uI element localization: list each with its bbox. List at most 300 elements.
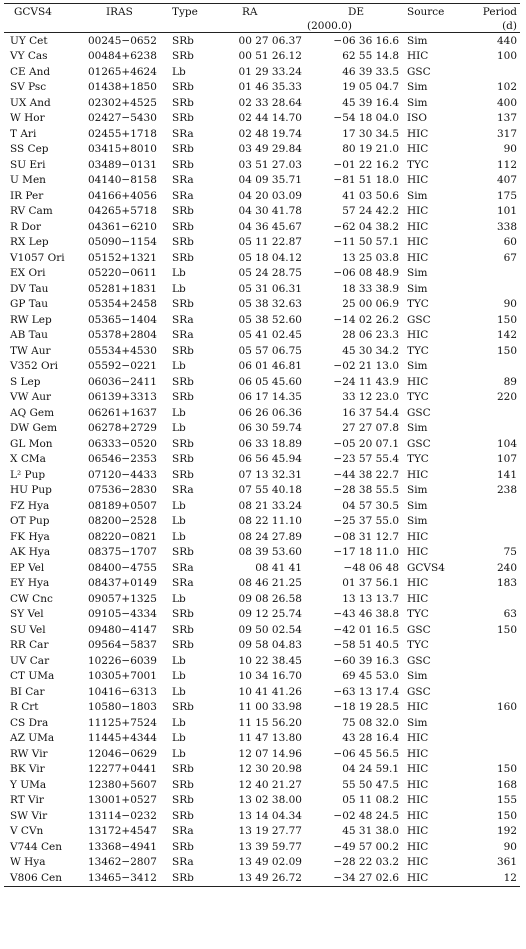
cell-source: GCVS4 — [407, 561, 445, 574]
cell-source: Sim — [407, 670, 428, 683]
cell-ra: 10 41 41.26 — [238, 685, 302, 698]
cell-period: 168 — [496, 778, 517, 791]
table-row — [4, 188, 520, 204]
cell-source: Sim — [407, 189, 428, 202]
cell-source: TYC — [407, 298, 429, 311]
cell-period: 175 — [496, 189, 517, 202]
cell-type: SRb — [172, 158, 194, 171]
cell-type: Lb — [172, 654, 186, 667]
cell-ra: 04 09 35.71 — [238, 174, 302, 187]
cell-source: Sim — [407, 81, 428, 94]
cell-gcvs: AQ Gem — [10, 406, 55, 419]
col-source-header: Source — [407, 5, 445, 18]
cell-gcvs: EY Hya — [10, 577, 50, 590]
cell-type: Lb — [172, 592, 186, 605]
cell-period: 104 — [496, 437, 517, 450]
table-row — [4, 111, 520, 127]
cell-ra: 03 49 29.84 — [238, 143, 302, 156]
cell-period: 67 — [503, 251, 517, 264]
cell-source: HIC — [407, 329, 429, 342]
cell-type: SRb — [172, 639, 194, 652]
table-row — [4, 235, 520, 251]
table-row — [4, 669, 520, 685]
cell-iras: 01438+1850 — [88, 81, 157, 94]
cell-iras: 11125+7524 — [88, 716, 157, 729]
cell-ra: 05 18 04.12 — [238, 251, 302, 264]
cell-de: −49 57 00.2 — [333, 840, 399, 853]
cell-de: −06 08 48.9 — [333, 267, 399, 280]
cell-de: −02 21 13.0 — [333, 360, 399, 373]
cell-ra: 03 51 27.03 — [238, 158, 302, 171]
cell-gcvs: UX And — [10, 96, 51, 109]
table-row — [4, 498, 520, 514]
table-row — [4, 95, 520, 111]
cell-gcvs: AB Tau — [10, 329, 48, 342]
cell-period: 101 — [496, 205, 517, 218]
cell-iras: 04166+4056 — [88, 189, 157, 202]
cell-source: HIC — [407, 732, 429, 745]
cell-ra: 04 20 03.09 — [238, 189, 302, 202]
cell-source: HIC — [407, 592, 429, 605]
cell-gcvs: SS Cep — [10, 143, 49, 156]
cell-period: 150 — [496, 313, 517, 326]
cell-period: 220 — [496, 391, 517, 404]
table-row — [4, 359, 520, 375]
cell-type: SRb — [172, 112, 194, 125]
cell-iras: 10580−1803 — [88, 701, 157, 714]
cell-ra: 08 46 21.25 — [238, 577, 302, 590]
cell-gcvs: CW Cnc — [10, 592, 53, 605]
cell-iras: 13462−2807 — [88, 856, 157, 869]
cell-de: −34 27 02.6 — [333, 871, 399, 884]
cell-iras: 05152+1321 — [88, 251, 157, 264]
cell-gcvs: V CVn — [10, 825, 44, 838]
cell-iras: 06036−2411 — [88, 375, 157, 388]
table-row — [4, 839, 520, 855]
cell-iras: 05378+2804 — [88, 329, 157, 342]
cell-gcvs: R Dor — [10, 220, 42, 233]
table-row — [4, 173, 520, 189]
cell-iras: 10416−6313 — [88, 685, 157, 698]
cell-iras: 12380+5607 — [88, 778, 157, 791]
cell-source: Sim — [407, 96, 428, 109]
cell-source: HIC — [407, 127, 429, 140]
cell-iras: 12046−0629 — [88, 747, 157, 760]
cell-type: Lb — [172, 685, 186, 698]
cell-period: 63 — [503, 608, 517, 621]
cell-de: −63 13 17.4 — [333, 685, 399, 698]
table-row — [4, 483, 520, 499]
table-row — [4, 266, 520, 282]
cell-ra: 05 38 32.63 — [238, 298, 302, 311]
cell-type: SRa — [172, 127, 194, 140]
cell-ra: 11 00 33.98 — [238, 701, 302, 714]
cell-type: Lb — [172, 530, 186, 543]
table-row — [4, 452, 520, 468]
cell-ra: 04 36 45.67 — [238, 220, 302, 233]
cell-de: −14 02 26.2 — [333, 313, 399, 326]
cell-type: SRb — [172, 546, 194, 559]
cell-type: SRb — [172, 809, 194, 822]
cell-type: SRb — [172, 344, 194, 357]
cell-iras: 05365−1404 — [88, 313, 157, 326]
table-row — [4, 343, 520, 359]
cell-de: −18 19 28.5 — [333, 701, 399, 714]
cell-de: 80 19 21.0 — [342, 143, 399, 156]
cell-period: 150 — [496, 344, 517, 357]
cell-iras: 02302+4525 — [88, 96, 157, 109]
table-row — [4, 33, 520, 49]
cell-de: 33 12 23.0 — [342, 391, 399, 404]
cell-period: 240 — [496, 561, 517, 574]
cell-ra: 05 31 06.31 — [238, 282, 302, 295]
table-row — [4, 870, 520, 886]
cell-ra: 09 58 04.83 — [238, 639, 302, 652]
cell-ra: 06 01 46.81 — [238, 360, 302, 373]
cell-iras: 00484+6238 — [88, 50, 157, 63]
cell-ra: 00 27 06.37 — [238, 34, 302, 47]
table-row — [4, 436, 520, 452]
table-row — [4, 607, 520, 623]
cell-gcvs: CS Dra — [10, 716, 49, 729]
cell-source: HIC — [407, 747, 429, 760]
cell-source: HIC — [407, 856, 429, 869]
cell-de: 43 28 16.4 — [342, 732, 399, 745]
cell-source: Sim — [407, 499, 428, 512]
table-row — [4, 405, 520, 421]
header-row — [4, 4, 520, 19]
cell-iras: 05592−0221 — [88, 360, 157, 373]
cell-source: HIC — [407, 871, 429, 884]
cell-gcvs: VW Aur — [10, 391, 52, 404]
cell-de: 69 45 53.0 — [342, 670, 399, 683]
cell-source: HIC — [407, 236, 429, 249]
cell-type: SRa — [172, 577, 194, 590]
cell-iras: 13172+4547 — [88, 825, 157, 838]
col-de-header: DE — [348, 5, 365, 18]
col-period-header: Period — [482, 5, 517, 18]
cell-iras: 06546−2353 — [88, 453, 157, 466]
cell-period: 407 — [496, 174, 517, 187]
cell-iras: 02427−5430 — [88, 112, 157, 125]
cell-source: Sim — [407, 34, 428, 47]
cell-ra: 09 50 02.54 — [238, 623, 302, 636]
cell-de: 45 30 34.2 — [342, 344, 399, 357]
cell-source: ISO — [407, 112, 427, 125]
cell-ra: 05 41 02.45 — [238, 329, 302, 342]
cell-de: −43 46 38.8 — [333, 608, 399, 621]
table-row — [4, 591, 520, 607]
cell-iras: 03489−0131 — [88, 158, 157, 171]
table-row — [4, 142, 520, 158]
header-units-row — [4, 19, 520, 32]
cell-ra: 08 21 33.24 — [238, 499, 302, 512]
cell-type: SRb — [172, 871, 194, 884]
cell-ra: 00 51 26.12 — [238, 50, 302, 63]
table-row — [4, 762, 520, 778]
cell-gcvs: GP Tau — [10, 298, 49, 311]
table-row — [4, 529, 520, 545]
cell-de: 04 57 30.5 — [342, 499, 399, 512]
cell-ra: 13 14 04.34 — [238, 809, 302, 822]
cell-de: 18 33 38.9 — [342, 282, 399, 295]
cell-ra: 12 40 21.27 — [238, 778, 302, 791]
cell-gcvs: SV Psc — [10, 81, 47, 94]
cell-period: 440 — [496, 34, 517, 47]
cell-iras: 06261+1637 — [88, 406, 157, 419]
cell-ra: 13 02 38.00 — [238, 794, 302, 807]
table-row — [4, 653, 520, 669]
cell-de: 01 37 56.1 — [342, 577, 399, 590]
cell-gcvs: V352 Ori — [10, 360, 58, 373]
cell-gcvs: OT Pup — [10, 515, 50, 528]
cell-ra: 05 24 28.75 — [238, 267, 302, 280]
cell-ra: 06 56 45.94 — [238, 453, 302, 466]
table-row — [4, 731, 520, 747]
cell-type: SRa — [172, 825, 194, 838]
cell-type: SRb — [172, 778, 194, 791]
cell-iras: 00245−0652 — [88, 34, 157, 47]
cell-source: GSC — [407, 313, 431, 326]
cell-iras: 07120−4433 — [88, 468, 157, 481]
cell-iras: 13368−4941 — [88, 840, 157, 853]
cell-source: HIC — [407, 50, 429, 63]
cell-gcvs: SW Vir — [10, 809, 48, 822]
cell-source: HIC — [407, 546, 429, 559]
table-row — [4, 700, 520, 716]
cell-de: 75 08 32.0 — [342, 716, 399, 729]
cell-type: Lb — [172, 267, 186, 280]
cell-gcvs: V1057 Ori — [10, 251, 65, 264]
cell-source: HIC — [407, 763, 429, 776]
table-row — [4, 281, 520, 297]
cell-type: SRa — [172, 174, 194, 187]
table-row — [4, 808, 520, 824]
cell-source: Sim — [407, 484, 428, 497]
cell-type: SRa — [172, 856, 194, 869]
cell-period: 150 — [496, 623, 517, 636]
cell-source: TYC — [407, 639, 429, 652]
table-row — [4, 49, 520, 65]
cell-type: SRb — [172, 34, 194, 47]
cell-de: −60 39 16.3 — [333, 654, 399, 667]
cell-de: −06 36 16.6 — [333, 34, 399, 47]
cell-iras: 07536−2830 — [88, 484, 157, 497]
cell-ra: 08 24 27.89 — [238, 530, 302, 543]
cell-period: 141 — [496, 468, 517, 481]
cell-ra: 02 48 19.74 — [238, 127, 302, 140]
cell-de: 57 24 42.2 — [342, 205, 399, 218]
cell-period: 183 — [496, 577, 517, 590]
cell-source: Sim — [407, 515, 428, 528]
cell-de: 25 00 06.9 — [342, 298, 399, 311]
cell-source: HIC — [407, 840, 429, 853]
cell-iras: 13001+0527 — [88, 794, 157, 807]
table-row — [4, 855, 520, 871]
cell-gcvs: L² Pup — [10, 468, 46, 481]
cell-iras: 09480−4147 — [88, 623, 157, 636]
cell-de: 62 55 14.8 — [342, 50, 399, 63]
cell-ra: 05 38 52.60 — [238, 313, 302, 326]
cell-de: 13 25 03.8 — [342, 251, 399, 264]
cell-gcvs: RT Vir — [10, 794, 44, 807]
cell-type: SRb — [172, 81, 194, 94]
cell-source: HIC — [407, 577, 429, 590]
cell-iras: 05354+2458 — [88, 298, 157, 311]
table-row — [4, 250, 520, 266]
cell-ra: 09 12 25.74 — [238, 608, 302, 621]
cell-iras: 09057+1325 — [88, 592, 157, 605]
cell-gcvs: T Ari — [10, 127, 37, 140]
table-row — [4, 390, 520, 406]
cell-de: −28 38 55.5 — [333, 484, 399, 497]
cell-iras: 09564−5837 — [88, 639, 157, 652]
cell-type: SRb — [172, 840, 194, 853]
cell-de: 45 31 38.0 — [342, 825, 399, 838]
cell-de: −62 04 38.2 — [333, 220, 399, 233]
cell-de: 17 30 34.5 — [342, 127, 399, 140]
cell-source: GSC — [407, 623, 431, 636]
cell-ra: 06 33 18.89 — [238, 437, 302, 450]
cell-iras: 08189+0507 — [88, 499, 157, 512]
cell-ra: 13 49 02.09 — [238, 856, 302, 869]
table-row — [4, 777, 520, 793]
table-row — [4, 560, 520, 576]
cell-type: SRb — [172, 298, 194, 311]
cell-gcvs: GL Mon — [10, 437, 53, 450]
cell-gcvs: RR Car — [10, 639, 49, 652]
table-row — [4, 80, 520, 96]
cell-gcvs: SU Eri — [10, 158, 46, 171]
cell-source: TYC — [407, 344, 429, 357]
cell-source: HIC — [407, 809, 429, 822]
cell-ra: 06 30 59.74 — [238, 422, 302, 435]
cell-type: SRb — [172, 763, 194, 776]
table-row — [4, 622, 520, 638]
table-body — [4, 33, 520, 886]
cell-source: HIC — [407, 174, 429, 187]
cell-source: GSC — [407, 406, 431, 419]
cell-de: −08 31 12.7 — [333, 530, 399, 543]
cell-gcvs: X CMa — [10, 453, 46, 466]
cell-type: SRb — [172, 205, 194, 218]
cell-gcvs: EP Vel — [10, 561, 45, 574]
col-iras-header: IRAS — [106, 5, 133, 18]
cell-de: 55 50 47.5 — [342, 778, 399, 791]
cell-gcvs: RX Lep — [10, 236, 49, 249]
cell-type: SRb — [172, 143, 194, 156]
cell-ra: 04 30 41.78 — [238, 205, 302, 218]
cell-period: 102 — [496, 81, 517, 94]
cell-iras: 06278+2729 — [88, 422, 157, 435]
cell-iras: 04140−8158 — [88, 174, 157, 187]
cell-gcvs: HU Pup — [10, 484, 52, 497]
cell-de: 46 39 33.5 — [342, 65, 399, 78]
cell-gcvs: W Hor — [10, 112, 45, 125]
cell-type: Lb — [172, 515, 186, 528]
cell-ra: 05 57 06.75 — [238, 344, 302, 357]
cell-gcvs: R Crt — [10, 701, 39, 714]
cell-type: Lb — [172, 406, 186, 419]
cell-gcvs: BK Vir — [10, 763, 45, 776]
table-row — [4, 297, 520, 313]
cell-ra: 12 30 20.98 — [238, 763, 302, 776]
cell-gcvs: TW Aur — [10, 344, 51, 357]
cell-period: 361 — [496, 856, 517, 869]
cell-iras: 11445+4344 — [88, 732, 157, 745]
cell-source: TYC — [407, 453, 429, 466]
table-row — [4, 64, 520, 80]
cell-de: 19 05 04.7 — [342, 81, 399, 94]
cell-ra: 07 55 40.18 — [238, 484, 302, 497]
cell-de: −44 38 22.7 — [333, 468, 399, 481]
cell-gcvs: SU Vel — [10, 623, 46, 636]
col-ra-header: RA — [242, 5, 258, 18]
cell-period: 107 — [496, 453, 517, 466]
cell-gcvs: V806 Cen — [10, 871, 62, 884]
cell-type: Lb — [172, 716, 186, 729]
cell-source: GSC — [407, 65, 431, 78]
cell-gcvs: SY Vel — [10, 608, 44, 621]
cell-period: 60 — [503, 236, 517, 249]
col-gcvs-header: GCVS4 — [14, 5, 52, 18]
table-row — [4, 126, 520, 142]
cell-type: SRa — [172, 561, 194, 574]
cell-period: 90 — [503, 143, 517, 156]
cell-iras: 10305+7001 — [88, 670, 157, 683]
table-row — [4, 638, 520, 654]
cell-type: SRa — [172, 484, 194, 497]
cell-source: Sim — [407, 716, 428, 729]
cell-iras: 09105−4334 — [88, 608, 157, 621]
cell-period: 142 — [496, 329, 517, 342]
cell-source: GSC — [407, 437, 431, 450]
col-type-header: Type — [172, 5, 198, 18]
cell-gcvs: VY Cas — [10, 50, 48, 63]
cell-iras: 05281+1831 — [88, 282, 157, 295]
cell-gcvs: CE And — [10, 65, 51, 78]
cell-ra: 06 05 45.60 — [238, 375, 302, 388]
cell-source: Sim — [407, 282, 428, 295]
cell-period: 155 — [496, 794, 517, 807]
cell-type: Lb — [172, 422, 186, 435]
cell-ra: 08 41 41 — [255, 561, 302, 574]
cell-type: Lb — [172, 732, 186, 745]
cell-period: 400 — [496, 96, 517, 109]
cell-iras: 05090−1154 — [88, 236, 157, 249]
cell-type: SRb — [172, 236, 194, 249]
cell-de: −54 18 04.0 — [333, 112, 399, 125]
cell-gcvs: CT UMa — [10, 670, 55, 683]
cell-period: 238 — [496, 484, 517, 497]
cell-ra: 01 46 35.33 — [238, 81, 302, 94]
cell-de: −81 51 18.0 — [333, 174, 399, 187]
cell-gcvs: U Men — [10, 174, 46, 187]
table-row — [4, 204, 520, 220]
table-row — [4, 514, 520, 530]
cell-de: 04 24 59.1 — [342, 763, 399, 776]
cell-source: TYC — [407, 158, 429, 171]
cell-iras: 13114−0232 — [88, 809, 157, 822]
cell-iras: 08200−2528 — [88, 515, 157, 528]
cell-period: 89 — [503, 375, 517, 388]
cell-type: SRa — [172, 189, 194, 202]
cell-iras: 08220−0821 — [88, 530, 157, 543]
cell-type: Lb — [172, 747, 186, 760]
table-row — [4, 312, 520, 328]
table-row — [4, 684, 520, 700]
cell-type: SRb — [172, 251, 194, 264]
